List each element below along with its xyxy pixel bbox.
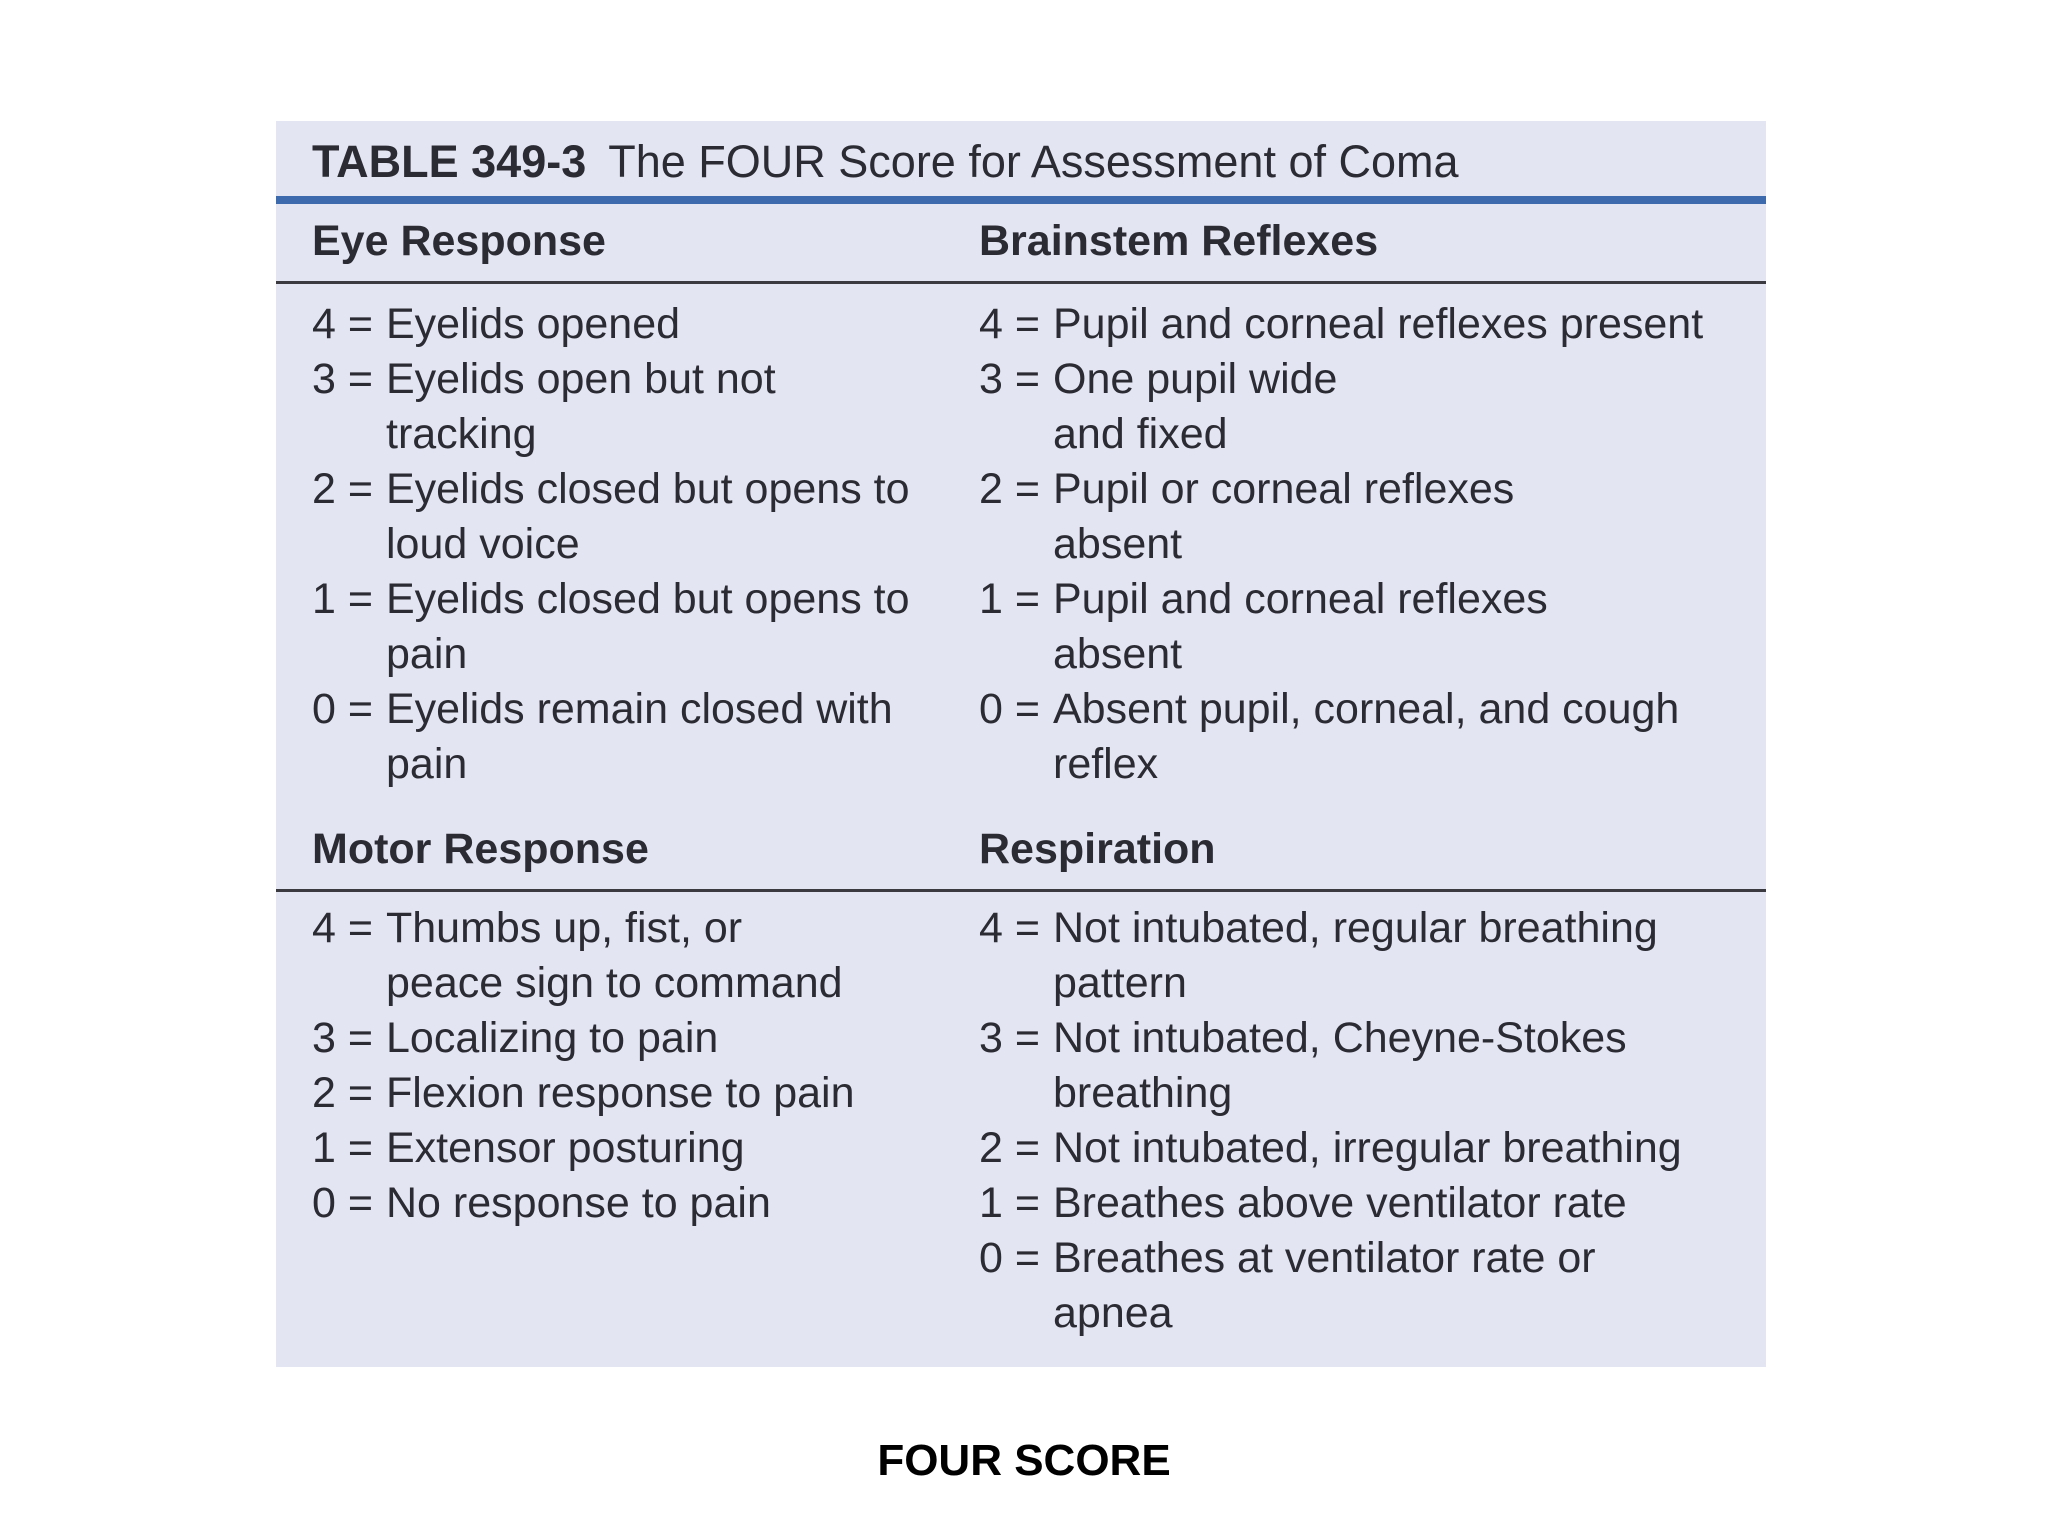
score-label: 2 = [979,465,1040,513]
score-label: 2 = [979,1124,1040,1172]
list-item [979,901,1749,1011]
item-text: Localizing to pain [386,1014,719,1062]
list-item [312,901,912,1011]
table-title-text: The FOUR Score for Assessment of Coma [608,136,1459,187]
table-title [312,127,1459,197]
score-label: 2 = [312,465,373,513]
item-text: Eyelids open but not tracking [386,355,776,458]
score-label: 3 = [312,1014,373,1062]
list-item [312,352,912,462]
score-label: 0 = [979,1234,1040,1282]
table-number: TABLE 349-3 [312,136,587,187]
list-item [979,1231,1749,1341]
score-label: 4 = [312,300,373,348]
list-item [979,1121,1749,1176]
score-label: 3 = [979,355,1040,403]
respiration-heading: Respiration [979,825,1216,873]
score-label: 2 = [312,1069,373,1117]
item-text: Extensor posturing [386,1124,745,1172]
item-text: No response to pain [386,1179,771,1227]
item-text: Pupil and corneal reflexes present [1053,300,1704,348]
list-item [979,352,1749,462]
list-item [979,572,1749,682]
eye-response-heading: Eye Response [312,217,606,265]
brainstem-reflexes-heading: Brainstem Reflexes [979,217,1379,265]
list-item [979,297,1749,352]
list-item [312,1176,912,1231]
list-item [979,682,1749,792]
lower-heading-rule [276,889,1766,892]
score-label: 1 = [312,1124,373,1172]
item-text: Not intubated, regular breathing pattern [1053,904,1658,1007]
item-text: Eyelids remain closed with pain [386,685,893,788]
list-item [979,462,1749,572]
score-label: 1 = [979,1179,1040,1227]
item-text: Breathes at ventilator rate or apnea [1053,1234,1596,1337]
score-label: 0 = [312,1179,373,1227]
item-text: Not intubated, Cheyne-Stokes breathing [1053,1014,1627,1117]
upper-heading-rule [276,281,1766,284]
score-label: 0 = [979,685,1040,733]
eye-response-list [312,297,912,792]
score-label: 1 = [312,575,373,623]
score-label: 0 = [312,685,373,733]
list-item [312,1121,912,1176]
item-text: Eyelids opened [386,300,681,348]
list-item [312,297,912,352]
list-item [979,1176,1749,1231]
score-label: 3 = [312,355,373,403]
list-item [979,1011,1749,1121]
title-rule [276,196,1766,204]
motor-response-heading: Motor Response [312,825,649,873]
list-item [312,682,912,792]
respiration-list [979,901,1749,1341]
item-text: Eyelids closed but opens to pain [386,575,910,678]
slide-caption: FOUR SCORE [877,1436,1171,1485]
four-score-table [276,121,1766,1367]
item-text: Thumbs up, fist, or peace sign to command [386,904,843,1007]
list-item [312,462,912,572]
item-text: Pupil or corneal reflexes absent [1053,465,1515,568]
item-text: Breathes above ventilator rate [1053,1179,1627,1227]
brainstem-reflexes-list [979,297,1749,792]
list-item [312,1011,912,1066]
item-text: Pupil and corneal reflexes absent [1053,575,1548,678]
score-label: 4 = [312,904,373,952]
score-label: 4 = [979,300,1040,348]
item-text: Not intubated, irregular breathing [1053,1124,1682,1172]
score-label: 4 = [979,904,1040,952]
item-text: Flexion response to pain [386,1069,855,1117]
item-text: One pupil wide and fixed [1053,355,1338,458]
list-item [312,572,912,682]
item-text: Absent pupil, corneal, and cough reflex [1053,685,1680,788]
score-label: 1 = [979,575,1040,623]
motor-response-list [312,901,912,1231]
list-item [312,1066,912,1121]
item-text: Eyelids closed but opens to loud voice [386,465,910,568]
score-label: 3 = [979,1014,1040,1062]
